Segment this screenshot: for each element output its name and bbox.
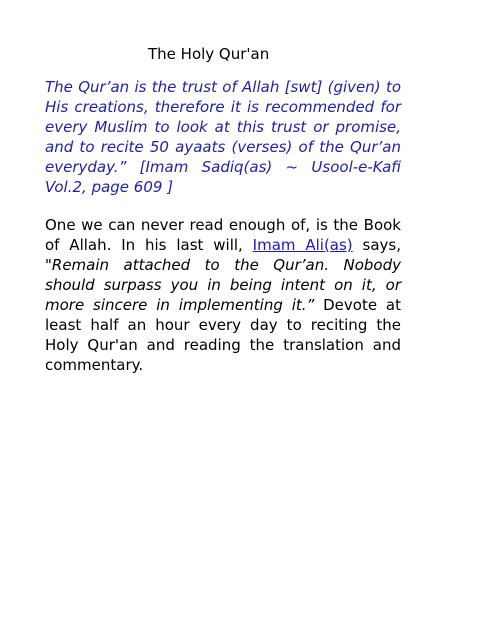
quote-text: The Qur’an is the trust of Allah [swt] (given) to His creations, therefore it is recommended for every Muslim to look at this trust or promise, and to recite 50 ayaats (verses) of the Qur’an everyday.” [45, 78, 401, 176]
body-paragraph [45, 215, 401, 375]
quote-citation: [Imam Sadiq(as) ~ Usool-e-Kafi Vol.2, page 609 ] [45, 158, 401, 196]
imam-ali-link[interactable]: Imam Ali(as) [252, 236, 353, 254]
body-intro: One we can never read enough of, is the Book of Allah. In his last will, [45, 216, 401, 254]
body-closing: Devote at least half an hour every day to reciting the Holy Qur'an and reading the translation and commentary. [45, 296, 401, 374]
page-title: The Holy Qur'an [148, 45, 270, 63]
body-quoted-text: Remain attached to the Qur’an. Nobody should surpass you in being intent on it, or more sincere in implementing it.” [45, 256, 401, 314]
body-says: says, " [45, 236, 401, 274]
hadith-quote [45, 77, 401, 197]
